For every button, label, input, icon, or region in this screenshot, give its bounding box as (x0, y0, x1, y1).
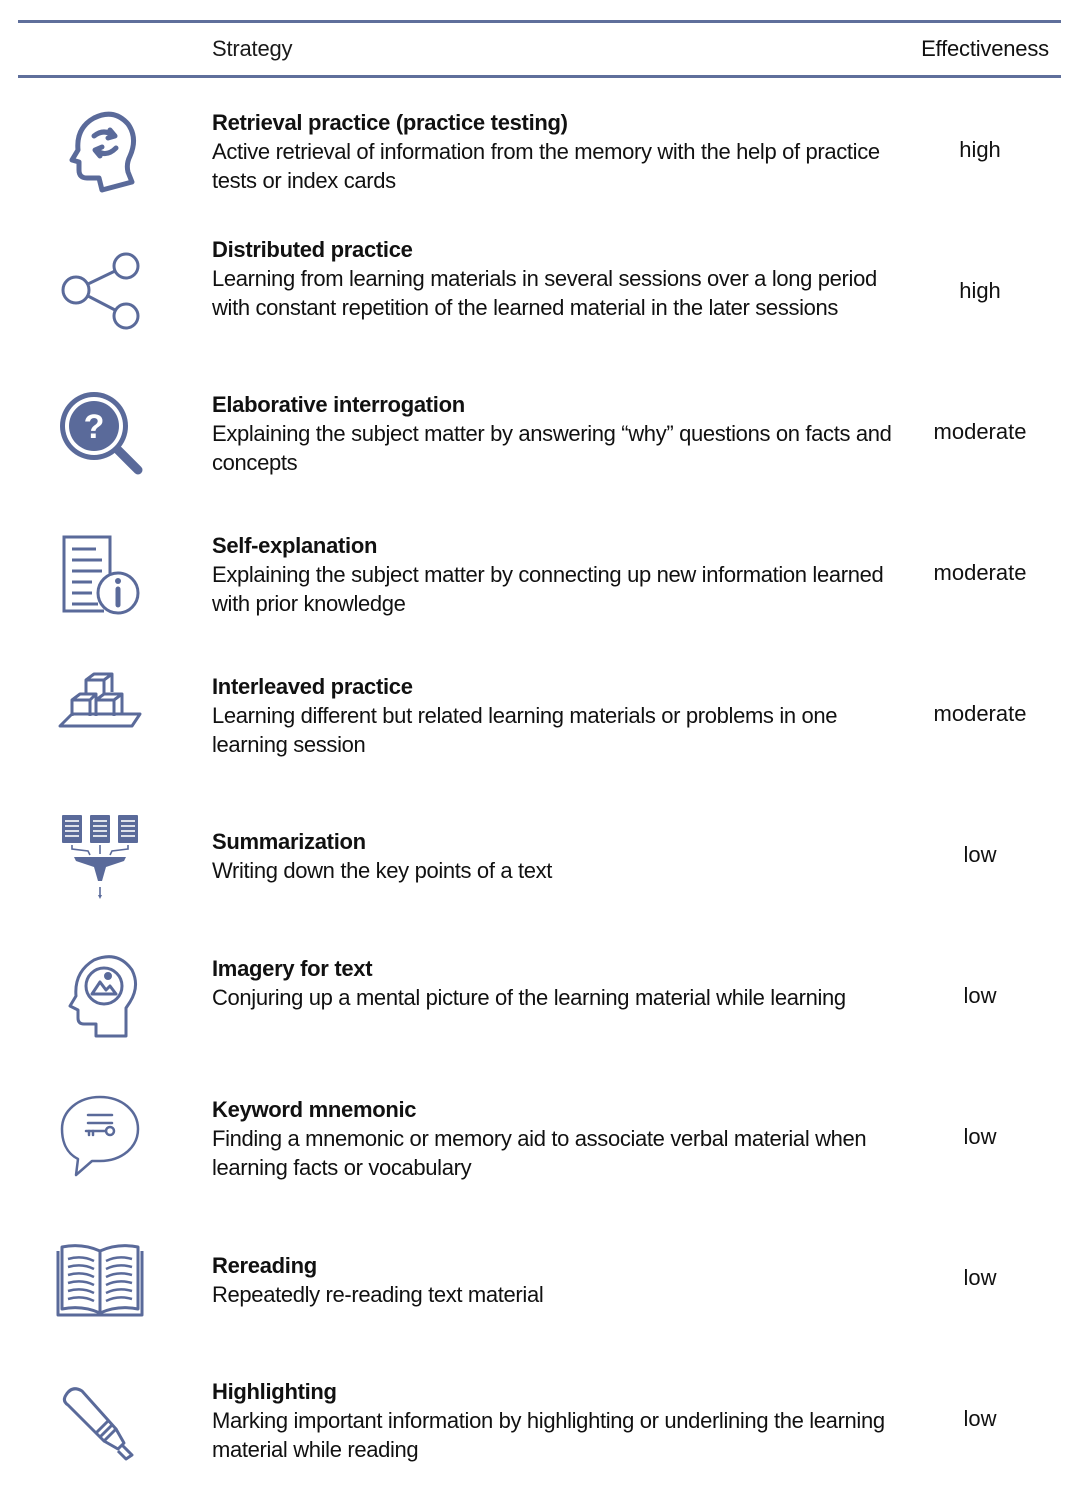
strategy-description: Repeatedly re-reading text material (212, 1282, 544, 1307)
strategy-title: Retrieval practice (practice testing) (212, 110, 568, 135)
strategy-description: Explaining the subject matter by answering “why” questions on facts and concepts (212, 421, 892, 475)
effectiveness-value: moderate (933, 560, 1027, 585)
strategy-title: Elaborative interrogation (212, 392, 465, 417)
strategy-description: Explaining the subject matter by connecting up new information learned with prior knowledge (212, 562, 884, 616)
share-nodes-icon (52, 242, 148, 338)
highlighter-icon (52, 1375, 148, 1471)
strategy-title: Interleaved practice (212, 674, 413, 699)
strategy-title: Keyword mnemonic (212, 1097, 417, 1122)
open-book-icon (52, 1229, 148, 1325)
head-image-icon (52, 948, 148, 1044)
strategy-title: Self-explanation (212, 533, 378, 558)
strategy-title: Rereading (212, 1253, 317, 1278)
effectiveness-value: low (963, 1265, 997, 1290)
strategy-cell (212, 1251, 902, 1309)
effectiveness-value: high (959, 137, 1001, 162)
strategy-title: Distributed practice (212, 237, 413, 262)
strategy-title: Summarization (212, 829, 366, 854)
strategy-cell (212, 108, 902, 195)
documents-funnel-icon (52, 809, 148, 905)
speech-bubble-key-icon (52, 1089, 148, 1185)
effectiveness-value: low (963, 1406, 997, 1431)
svg-text:?: ? (83, 408, 105, 446)
strategy-cell (212, 235, 902, 322)
effectiveness-value: low (963, 983, 997, 1008)
strategy-cell (212, 1377, 902, 1464)
strategy-description: Writing down the key points of a text (212, 858, 553, 883)
strategy-description: Conjuring up a mental picture of the learning material while learning (212, 985, 846, 1010)
effectiveness-value: low (963, 842, 997, 867)
effectiveness-value: moderate (933, 701, 1027, 726)
document-info-icon (52, 527, 148, 623)
strategy-description: Learning different but related learning materials or problems in one learning session (212, 703, 838, 757)
effectiveness-value: high (959, 278, 1001, 303)
header-bottom-rule (18, 75, 1061, 78)
strategy-cell (212, 531, 902, 618)
magnifier-question-icon (52, 384, 148, 480)
header-top-rule (18, 20, 1061, 23)
strategy-cell (212, 954, 902, 1012)
strategy-description: Learning from learning materials in several sessions over a long period with constant repetition of the learned material in the later sessions (212, 266, 877, 320)
column-header-effectiveness: Effectiveness (921, 36, 1049, 61)
effectiveness-value: moderate (933, 419, 1027, 444)
strategy-cell (212, 390, 902, 477)
strategy-description: Finding a mnemonic or memory aid to associate verbal material when learning facts or vocabulary (212, 1126, 867, 1180)
strategy-title: Highlighting (212, 1379, 337, 1404)
stacked-cubes-icon (52, 666, 148, 762)
strategy-cell (212, 1095, 902, 1182)
strategy-description: Active retrieval of information from the memory with the help of practice tests or index cards (212, 139, 880, 193)
strategy-cell (212, 827, 902, 885)
strategy-description: Marking important information by highlighting or underlining the learning material while reading (212, 1408, 885, 1462)
head-refresh-icon (52, 106, 148, 202)
effectiveness-value: low (963, 1124, 997, 1149)
strategy-cell (212, 672, 902, 759)
column-header-strategy: Strategy (212, 36, 293, 61)
strategy-title: Imagery for text (212, 956, 373, 981)
